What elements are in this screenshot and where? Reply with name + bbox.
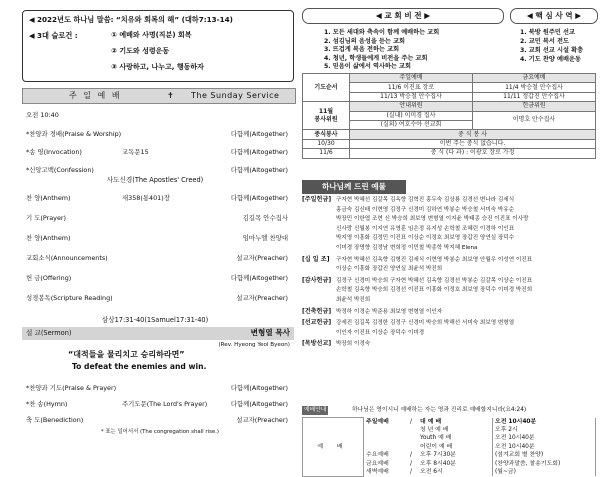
usher-1: (실내) 이미경 집사 [350,111,473,120]
order-label: *신앙고백(Confession) [26,166,94,174]
creed-title: 사도신경(The Apostles' Creed) [106,176,204,184]
order-label: *찬양과 경배(Praise & Worship) [26,130,122,138]
order-leader: 다함께(Altogether) [230,194,288,202]
slogan-1: ① 예배와 사명(직분) 회복 [111,31,192,39]
worship-name: 주일예배 [366,418,389,425]
service-title-en: The Sunday Service [191,91,280,100]
offering-name-line: 강세진 김길목 김정한 김정구 신경미 박승희 박해선 서미숙 최보영 변형열 [336,320,515,327]
worship-time: 오전 10시40분 [493,418,596,426]
order-label: 찬 양(Anthem) [26,234,71,242]
core-item: 4. 기도 찬양 예배운동 [520,56,581,63]
preacher-name: 변형열 목사 [250,328,290,337]
sermon-title-en: To defeat the enemies and win. [72,362,207,371]
offer-person: 이명호 안수집사 [473,111,596,130]
order-row [26,148,288,158]
offering-name-line: 최윤석 박진희 [336,296,371,303]
worship-place: 오전 6시 [420,469,443,476]
offering-category: [선교헌금] [302,319,332,327]
service-time: 오전 10:40 [26,111,59,119]
worship-slash [408,434,418,442]
offering-category: [건축헌금] [302,307,332,315]
order-row [26,400,288,410]
order-leader: 다함께(Altogether) [230,274,288,282]
order-row [26,384,288,394]
pray-sunday-2: 11/13 박승철 안수집사 [350,92,473,101]
meal-date-1: 10/30 [303,139,350,148]
worship-side-label: 예 배 [303,418,364,477]
order-leader: 김길목 안수집사 [242,214,288,222]
offering-name-line: 구자현 박혜선 김갈목 김옥향 김혁진 홍두숙 김상룡 김경선 변나라 김세식 [336,197,515,203]
order-leader: 설교자(Preacher) [236,416,288,424]
worship-place: 오후 7시30분 [420,452,456,459]
worship-time: (월~금) [493,468,596,476]
order-leader: 다함께(Altogether) [230,130,288,138]
worship-time: (찬양과말씀, 찰송기도회) [493,459,596,467]
pray-sunday-1: 11/6 이진표 장로 [350,83,473,92]
order-row [26,130,288,140]
serve-label: 11월 봉사위원 [303,102,350,130]
sermon-bar [22,327,294,340]
slogan-2: ② 기도와 성령운동 [111,47,170,55]
year-theme: ◀ 2022년도 하나님 말씀: “치유와 회복의 해” (대하7:13-14) [29,15,233,24]
slogan-3: ③ 사랑하고, 나누고, 행동하자 [111,63,204,71]
offering-name-line: 박정하 이경순 박준용 최보영 변형열 이인자 [336,308,443,315]
worship-name: 수요예배 [366,452,389,459]
worship-slash: / [410,469,412,476]
order-row [26,214,288,224]
order-label: 찬 양(Anthem) [26,194,71,202]
worship-place: 어린이 예 배 [420,443,453,450]
vision-item: 4. 청년, 학생들에게 비전을 주는 교회 [324,54,428,62]
pray-friday-1: 11/4 박승철 안수집사 [473,83,596,92]
usher-2: (실외) 여호수아 선교회 [350,120,473,129]
offering-category: [목방선교] [302,340,332,348]
offering-names [336,340,594,350]
pray-friday-2: 11/11 정갑진 안수집사 [473,92,596,101]
worship-time: 오전 10시40분 [493,443,596,451]
offering-name-line: 이인자 이진표 이상순 장덕수 이미경 [336,329,425,336]
worship-schedule [302,417,596,477]
vision-item: 5. 믿음이 삶에서 역사하는 교회 [324,63,411,70]
vision-item: 1. 모든 세대와 축속이 함께 예배하는 교회 [324,29,440,36]
duty-head-friday: 금요예배 [473,74,596,83]
offering-name-line: 박지영 이흥화 김정민 이진표 이상순 이정호 최보영 장갑진 양연실 장덕수 [336,235,515,242]
offering-names [336,277,594,306]
worship-place: 청 년 예 배 [420,427,449,434]
core-item: 2. 교민 복서 전도 [520,38,569,45]
sermon-box [22,340,294,376]
worship-row [303,418,596,426]
offering-name-line: 홍금숙 김신태 이현영 김정구 신경미 김하연 박봉순 박승철 서미숙 박유순 [336,206,515,213]
worship-slash: / [410,418,412,425]
order-leader: 다함께(Altogether) [230,148,288,156]
preacher-name-en: (Rev. Hyeong Yeol Byeon) [218,342,290,348]
service-title-bar [22,88,296,104]
order-leader: 다함께(Altogether) [230,384,288,392]
pray-order-label: 기도순서 [303,74,350,102]
scripture-ref: 삼상17:31-40(1Samuel17:31-40) [101,316,209,324]
worship-time: 오전 10시40분 [493,434,596,442]
order-leader: 다함께(Altogether) [230,400,288,408]
order-label: 성경봉독(Scripture Reading) [26,294,113,302]
core-item: 3. 교회 선교 시설 확충 [520,47,584,54]
order-leader: 임마누엘 찬양대 [242,234,288,242]
offering-category: [감사헌금] [302,276,332,284]
order-row [26,166,288,176]
announce-verse: 하나님은 영이시니 예배하는 자는 영과 진리로 예배할지니라(요4:24) [352,407,527,413]
vision-title: ◀ 교 회 비 전 ▶ [302,8,504,24]
worship-name [364,434,409,442]
order-label: 교회소식(Announcements) [26,254,108,262]
offer-head: 헌금위원 [473,102,596,111]
worship-name [364,426,409,434]
duty-table [302,73,596,159]
order-label: 축 도(Benediction) [26,416,84,424]
worship-name [364,443,409,451]
order-row [26,294,288,304]
offering-category: [주일헌금] [302,196,332,203]
usher-head: 안내위원 [350,102,473,111]
order-leader: 다함께(Altogether) [230,166,288,174]
order-row [26,254,288,264]
announce-label: 예배안내 [304,407,327,413]
offering-section-title: 하나님께 드린 예물 [302,180,406,194]
core-item: 1. 북방 원주민 선교 [520,29,575,36]
offering-name-line: 손학철 김옥향 박승희 김경선 이진표 이흥화 이정호 최보영 장덕수 이미경 박진희 [336,287,533,294]
order-leader: 설교자(Preacher) [236,294,288,302]
order-mid: 교독문15 [122,148,149,156]
worship-slash: / [410,452,412,459]
order-mid: 주기도문(The Lord's Prayer) [122,400,208,408]
order-label: 기 도(Prayer) [26,214,66,222]
theme-box [22,10,294,82]
slogan-label: ◀ 3대 슬로건 : [29,31,78,40]
order-mid: 새358(통401)장 [122,194,170,202]
worship-slash [408,443,418,451]
offering-names [336,256,594,275]
offering-category: [십 일 조] [302,255,330,263]
duty-head-sunday: 주일예배 [350,74,473,83]
order-row [26,234,288,244]
order-label: *찬 송(Hymn) [26,400,68,408]
order-label: *찬양과 기도(Praise & Prayer) [26,384,117,392]
core-title: ◀ 핵 심 사 역 ▶ [510,8,598,24]
worship-time: 오후 2시 [493,426,596,434]
offering-name-line: 박장희 이경숙 [336,341,371,348]
offering-name-line: 신사랑 신월봉 이지연 유영훈 임은정 유지성 손학철 조혜린 이경하 이인표 [336,225,515,232]
offering-name-line: 김정구 신경미 박승희 구자현 박혜선 김옥향 김경선 박봉순 김갈목 이상순 이진표 [336,277,533,284]
order-leader: 설교자(Preacher) [236,254,288,262]
worship-time: (섬겨교회 별 찬양) [493,451,596,459]
meal-text-2: 중 식 (다 과) : 이광호 장로 가정 [350,149,596,158]
service-title-kr: 주 일 예 배 [69,91,122,100]
meal-date-2: 11/6 [303,149,350,158]
worship-place: 대 예 배 [420,418,442,425]
offering-names [336,319,594,338]
worship-name: 새벽예배 [366,469,389,476]
worship-slash: / [410,460,412,467]
worship-place: 오후 8시40분 [420,460,456,467]
order-row [26,416,288,426]
vision-item: 2. 섬김님의 음성을 듣는 교회 [324,37,406,45]
offering-name-line: 구자현 박혜선 김옥향 김형진 김세식 이현영 박봉순 최보영 안월우 이성연 이진표 [336,256,533,263]
meal-head: 중 식 봉 사 [350,130,596,139]
order-row [26,274,288,284]
offering-names [336,196,594,254]
sermon-title-kr: “대적들을 물리치고 승리하라면” [68,350,185,359]
offering-name-line: 박장민 이한엽 조현 신 박승희 최보영 변형열 이지윤 박태종 승진 이진표 이사랑 [336,216,529,223]
cross-icon: ✝ [167,91,176,100]
offering-name-line: 이상순 이흥화 장갑진 양연실 최윤석 박진희 [336,266,443,273]
order-row [26,194,288,204]
meal-label: 중식봉사 [303,130,350,139]
standing-note: * 표는 일어서서 (The congregation shall rise.) [100,429,220,435]
vision-item: 3. 뜨겁게 복음 전하는 교회 [324,46,400,53]
sermon-label: 설 교(Sermon) [26,329,72,337]
worship-place: Youth 예 배 [420,435,452,442]
offering-name-line: 이미경 장명향 김정남 변희정 이민철 박종학 박지혜 Elena [336,244,478,251]
order-label: *송 영(Invocation) [26,148,82,156]
meal-text-1: 이번 주는 중식 없습니다. [350,139,596,148]
offering-names [336,308,594,318]
order-label: 헌 금(Offering) [26,274,72,282]
worship-name: 금요예배 [366,460,389,467]
worship-slash [408,426,418,434]
